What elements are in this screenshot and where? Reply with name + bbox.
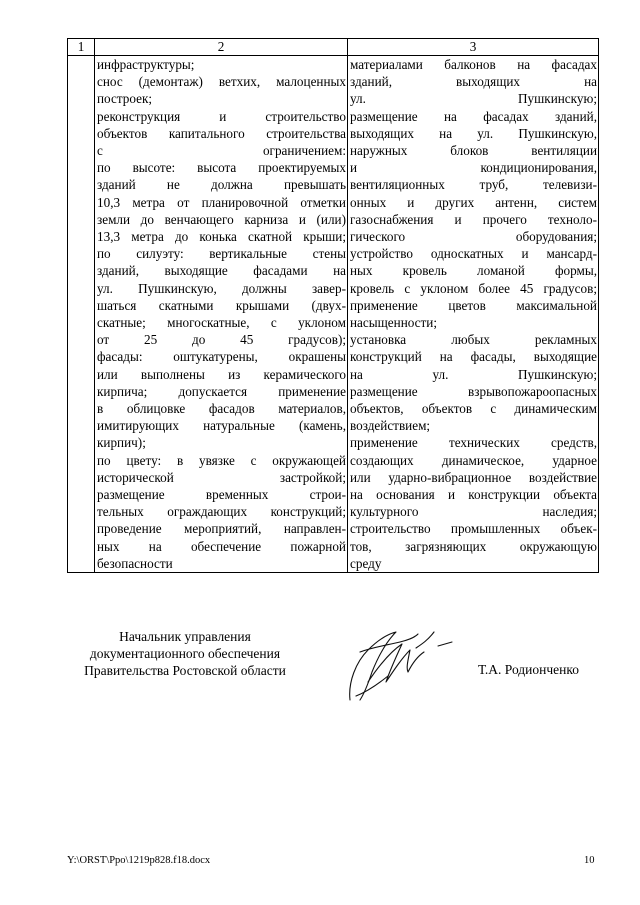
text-line: воздействием; [350,418,431,434]
text-line: кровель с уклоном более 45 градусов; [350,280,597,296]
text-line: земли до венчающего карниза и (или) [97,211,346,227]
text-line: кирпича; допускается применение [97,383,346,399]
text-line: тов, загрязняющих окружающую [350,538,597,554]
text-line: размещение временных строи- [97,487,346,503]
text-line: или ударно-вибрационное воздействие [350,469,597,485]
table-header-row [68,39,599,56]
text-line: от 25 до 45 градусов); [97,332,346,348]
text-line: по силуэту: вертикальные стены [97,246,346,262]
handwritten-signature [338,612,458,707]
text-line: гического оборудования; [350,229,597,245]
signatory-name: Т.А. Родионченко [478,662,579,677]
text-line: ных на обеспечение пожарной [97,538,346,554]
text-line: в облицовке фасадов материалов, [97,401,346,417]
text-line: тельных ограждающих конструкций; [97,504,346,520]
text-line: конструкций на фасады, выходящие [350,349,597,365]
cell-col-1 [68,56,95,573]
text-line: объектов, объектов с динамическим [350,401,597,417]
text-line: по цвету: в увязке с окружающей [97,452,346,468]
text-line: ул. Пушкинскую; [350,91,597,107]
text-line: снос (демонтаж) ветхих, малоценных [97,74,346,90]
signatory-title-line: документационного обеспечения [89,646,281,661]
text-line: кирпич); [97,435,146,451]
text-line: с ограничением: [97,143,346,159]
text-line: выходящих на ул. Пушкинскую, [350,125,597,141]
text-line: насыщенности; [350,315,438,331]
text-line: на основания и конструкции объекта [350,487,597,503]
text-line: установка любых рекламных [350,332,597,348]
text-line: применение цветов максимальной [350,297,597,313]
text-line: устройство односкатных и мансард- [350,246,597,262]
text-line: размещение на фасадах зданий, [350,108,597,124]
text-line: зданий не должна превышать [97,177,346,193]
header-col-2: 2 [95,39,348,56]
signatory-title-line: Правительства Ростовской области [84,663,286,678]
text-line: 13,3 метра до конька скатной крыши; [97,229,346,245]
cell-col-2 [95,56,348,573]
text-line: реконструкция и строительство [97,108,346,124]
text-line: скатные; многоскатные, с уклоном [97,315,346,331]
text-line: 10,3 метра от планировочной отметки [97,194,346,210]
text-line: ул. Пушкинскую, должны завер- [97,280,346,296]
text-line: проведение мероприятий, направлен- [97,521,346,537]
text-line: фасады: оштукатурены, окрашены [97,349,346,365]
text-line: на ул. Пушкинскую; [350,366,597,382]
text-line: строительство промышленных объек- [350,521,597,537]
text-line: наружных блоков вентиляции [350,143,597,159]
cell-col-3 [348,56,599,573]
text-line: материалами балконов на фасадах [350,57,597,72]
text-line: ных кровель ломаной формы, [350,263,597,279]
text-line: зданий, выходящие фасадами на [97,263,346,279]
header-col-1: 1 [68,39,95,56]
table-row [68,56,599,573]
text-line: шаться скатными крышами (двух- [97,297,346,313]
requirements-table [67,38,599,573]
text-line: создающих динамическое, ударное [350,452,597,468]
text-line: инфраструктуры; [97,57,195,72]
text-line: безопасности [97,555,173,571]
text-line: размещение взрывопожароопасных [350,383,597,399]
file-path: Y:\ORST\Ppo\1219p828.f18.docx [67,855,211,866]
text-line: зданий, выходящих на [350,74,597,90]
signatory-title [70,628,300,679]
text-line: среду [350,555,382,571]
signatory-title-line: Начальник управления [119,629,251,644]
text-line: онных и других антенн, систем [350,194,597,210]
text-line: имитирующих натуральные (камень, [97,418,346,434]
text-line: объектов капитального строительства [97,125,346,141]
text-line: вентиляционных труб, телевизи- [350,177,597,193]
text-line: применение технических средств, [350,435,597,451]
text-line: исторической застройкой; [97,469,346,485]
header-col-3: 3 [348,39,599,56]
text-line: газоснабжения и прочего техноло- [350,211,597,227]
text-line: и кондиционирования, [350,160,597,176]
text-line: построек; [97,91,153,107]
text-line: по высоте: высота проектируемых [97,160,346,176]
page-number: 10 [584,855,595,866]
text-line: или выполнены из керамического [97,366,346,382]
text-line: культурного наследия; [350,504,597,520]
